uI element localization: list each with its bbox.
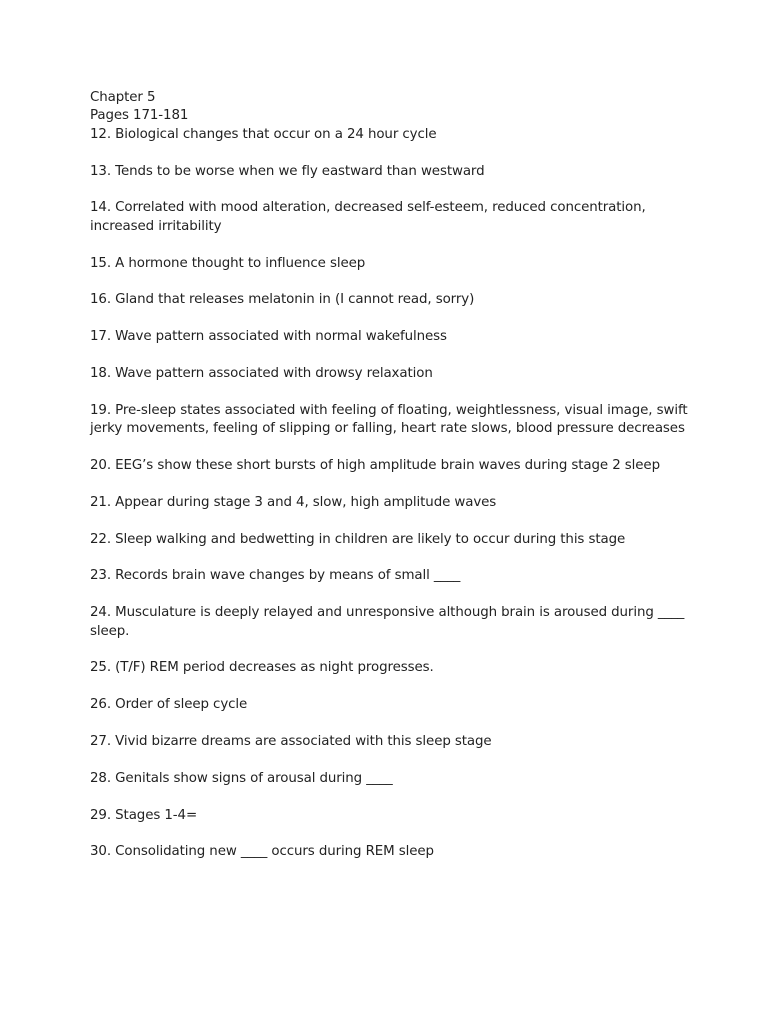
question-23: 23. Records brain wave changes by means of small ____ — [90, 568, 461, 584]
question-18: 18. Wave pattern associated with drowsy relaxation — [90, 366, 433, 381]
document-page — [90, 89, 690, 862]
question-28: 28. Genitals show signs of arousal during ____ — [90, 770, 393, 786]
question-27: 27. Vivid bizarre dreams are associated with this sleep stage — [90, 733, 492, 749]
question-12: 12. Biological changes that occur on a 24 hour cycle — [90, 126, 437, 142]
question-19: 19. Pre-sleep states associated with feeling of floating, weightlessness, visual image, swift jerky movements, feeling of slipping or falling, heart rate slows, blood pressure decreases — [90, 402, 688, 437]
question-25: 25. (T/F) REM period decreases as night progresses. — [90, 660, 434, 676]
chapter-heading: Chapter 5 — [90, 90, 156, 105]
question-24: 24. Musculature is deeply relayed and unresponsive although brain is aroused during ____ sleep. — [90, 605, 685, 639]
question-22: 22. Sleep walking and bedwetting in children are likely to occur during this stage — [90, 531, 626, 547]
question-30: 30. Consolidating new ____ occurs during REM sleep — [90, 844, 434, 860]
question-29: 29. Stages 1-4= — [90, 807, 198, 823]
question-14: 14. Correlated with mood alteration, decreased self-esteem, reduced concentration, increased irritability — [90, 200, 646, 234]
question-21: 21. Appear during stage 3 and 4, slow, high amplitude waves — [90, 494, 497, 510]
question-13: 13. Tends to be worse when we fly eastward than westward — [90, 163, 485, 179]
question-20: 20. EEG’s show these short bursts of high amplitude brain waves during stage 2 sleep — [90, 458, 660, 473]
question-26: 26. Order of sleep cycle — [90, 697, 248, 713]
question-17: 17. Wave pattern associated with normal wakefulness — [90, 329, 447, 345]
question-15: 15. A hormone thought to influence sleep — [90, 255, 366, 271]
question-list — [90, 126, 690, 862]
page-range: Pages 171-181 — [90, 108, 189, 124]
question-16: 16. Gland that releases melatonin in (I cannot read, sorry) — [90, 292, 475, 308]
